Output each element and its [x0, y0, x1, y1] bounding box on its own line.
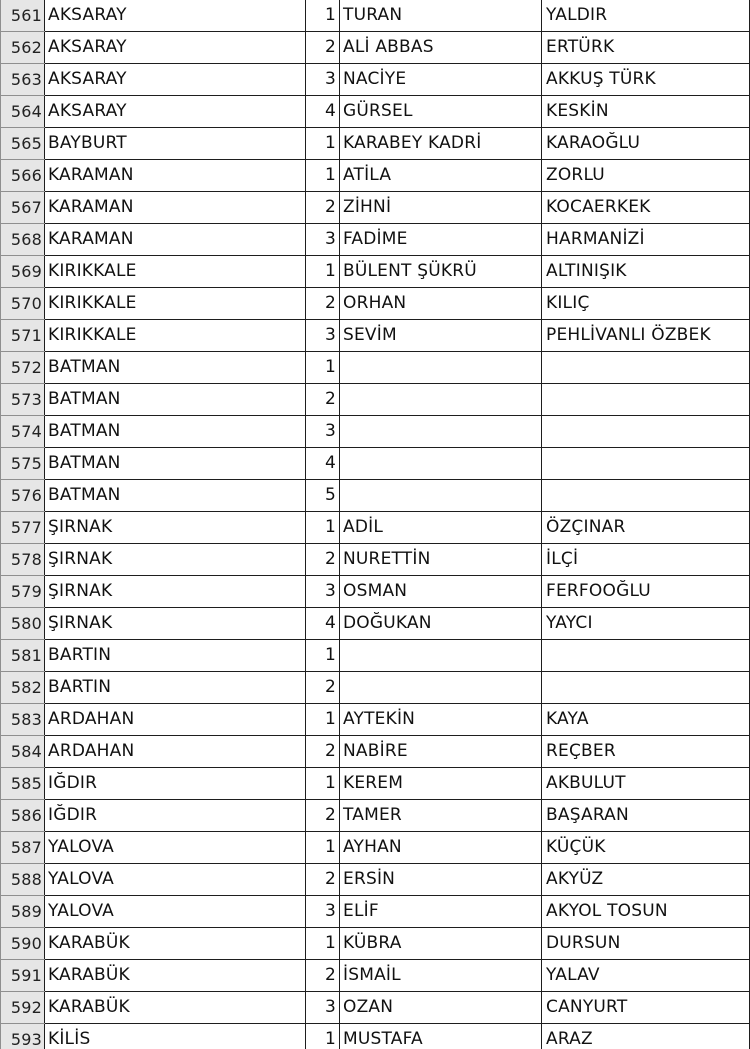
- table-row: [1, 800, 750, 832]
- row-number[interactable]: 574: [1, 416, 45, 448]
- rank-cell[interactable]: 5: [306, 480, 340, 512]
- table-row: [1, 608, 750, 640]
- table-row: [1, 928, 750, 960]
- first-name-cell[interactable]: [340, 480, 542, 512]
- last-name-cell[interactable]: KÜÇÜK: [542, 832, 750, 864]
- first-name-cell[interactable]: KARABEY KADRİ: [340, 128, 542, 160]
- first-name-cell[interactable]: ALİ ABBAS: [340, 32, 542, 64]
- row-number[interactable]: 584: [1, 736, 45, 768]
- table-row: [1, 64, 750, 96]
- table-row: [1, 0, 750, 32]
- province-cell[interactable]: YALOVA: [45, 832, 306, 864]
- row-number[interactable]: 578: [1, 544, 45, 576]
- province-cell[interactable]: ŞIRNAK: [45, 512, 306, 544]
- last-name-cell[interactable]: AKYÜZ: [542, 864, 750, 896]
- province-cell[interactable]: YALOVA: [45, 864, 306, 896]
- last-name-cell[interactable]: ALTINIŞIK: [542, 256, 750, 288]
- table-row: [1, 224, 750, 256]
- row-number[interactable]: 562: [1, 32, 45, 64]
- table-row: [1, 1024, 750, 1049]
- row-number[interactable]: 567: [1, 192, 45, 224]
- rank-cell[interactable]: 2: [306, 288, 340, 320]
- province-cell[interactable]: AKSARAY: [45, 96, 306, 128]
- rank-cell[interactable]: 3: [306, 576, 340, 608]
- province-cell[interactable]: BARTIN: [45, 672, 306, 704]
- row-number[interactable]: 588: [1, 864, 45, 896]
- rank-cell[interactable]: 1: [306, 704, 340, 736]
- rank-cell[interactable]: 2: [306, 864, 340, 896]
- row-number[interactable]: 565: [1, 128, 45, 160]
- table-row: [1, 960, 750, 992]
- last-name-cell[interactable]: İLÇİ: [542, 544, 750, 576]
- province-cell[interactable]: KARAMAN: [45, 160, 306, 192]
- rank-cell[interactable]: 3: [306, 416, 340, 448]
- row-number[interactable]: 561: [1, 0, 45, 32]
- first-name-cell[interactable]: KÜBRA: [340, 928, 542, 960]
- table-row: [1, 640, 750, 672]
- province-cell[interactable]: IĞDIR: [45, 800, 306, 832]
- last-name-cell[interactable]: REÇBER: [542, 736, 750, 768]
- province-cell[interactable]: BATMAN: [45, 480, 306, 512]
- table-row: [1, 352, 750, 384]
- province-cell[interactable]: YALOVA: [45, 896, 306, 928]
- rank-cell[interactable]: 1: [306, 832, 340, 864]
- row-number[interactable]: 569: [1, 256, 45, 288]
- last-name-cell[interactable]: YALAV: [542, 960, 750, 992]
- province-cell[interactable]: ARDAHAN: [45, 736, 306, 768]
- first-name-cell[interactable]: ATİLA: [340, 160, 542, 192]
- province-cell[interactable]: KARABÜK: [45, 992, 306, 1024]
- row-number[interactable]: 573: [1, 384, 45, 416]
- rank-cell[interactable]: 1: [306, 768, 340, 800]
- province-cell[interactable]: BATMAN: [45, 416, 306, 448]
- last-name-cell[interactable]: [542, 416, 750, 448]
- first-name-cell[interactable]: ORHAN: [340, 288, 542, 320]
- last-name-cell[interactable]: [542, 640, 750, 672]
- first-name-cell[interactable]: ERSİN: [340, 864, 542, 896]
- province-cell[interactable]: IĞDIR: [45, 768, 306, 800]
- first-name-cell[interactable]: [340, 672, 542, 704]
- row-number[interactable]: 566: [1, 160, 45, 192]
- rank-cell[interactable]: 4: [306, 608, 340, 640]
- last-name-cell[interactable]: CANYURT: [542, 992, 750, 1024]
- row-number[interactable]: 589: [1, 896, 45, 928]
- last-name-cell[interactable]: YALDIR: [542, 0, 750, 32]
- province-cell[interactable]: BATMAN: [45, 448, 306, 480]
- last-name-cell[interactable]: ARAZ: [542, 1024, 750, 1049]
- first-name-cell[interactable]: FADİME: [340, 224, 542, 256]
- table-row: [1, 832, 750, 864]
- province-cell[interactable]: KARAMAN: [45, 192, 306, 224]
- rank-cell[interactable]: 1: [306, 160, 340, 192]
- province-cell[interactable]: ŞIRNAK: [45, 608, 306, 640]
- province-cell[interactable]: AKSARAY: [45, 32, 306, 64]
- table-row: [1, 544, 750, 576]
- first-name-cell[interactable]: TURAN: [340, 0, 542, 32]
- rank-cell[interactable]: 1: [306, 512, 340, 544]
- rank-cell[interactable]: 2: [306, 544, 340, 576]
- province-cell[interactable]: AKSARAY: [45, 0, 306, 32]
- first-name-cell[interactable]: DOĞUKAN: [340, 608, 542, 640]
- row-number[interactable]: 563: [1, 64, 45, 96]
- province-cell[interactable]: BATMAN: [45, 384, 306, 416]
- first-name-cell[interactable]: İSMAİL: [340, 960, 542, 992]
- row-number[interactable]: 570: [1, 288, 45, 320]
- first-name-cell[interactable]: OZAN: [340, 992, 542, 1024]
- row-number[interactable]: 583: [1, 704, 45, 736]
- last-name-cell[interactable]: KAYA: [542, 704, 750, 736]
- row-number[interactable]: 576: [1, 480, 45, 512]
- last-name-cell[interactable]: ZORLU: [542, 160, 750, 192]
- rank-cell[interactable]: 2: [306, 960, 340, 992]
- table-row: [1, 768, 750, 800]
- first-name-cell[interactable]: GÜRSEL: [340, 96, 542, 128]
- first-name-cell[interactable]: NACİYE: [340, 64, 542, 96]
- table-row: [1, 736, 750, 768]
- table-row: [1, 672, 750, 704]
- rank-cell[interactable]: 2: [306, 736, 340, 768]
- last-name-cell[interactable]: DURSUN: [542, 928, 750, 960]
- province-cell[interactable]: KIRIKKALE: [45, 256, 306, 288]
- rank-cell[interactable]: 2: [306, 32, 340, 64]
- first-name-cell[interactable]: ELİF: [340, 896, 542, 928]
- rank-cell[interactable]: 4: [306, 96, 340, 128]
- first-name-cell[interactable]: ZİHNİ: [340, 192, 542, 224]
- first-name-cell[interactable]: [340, 448, 542, 480]
- last-name-cell[interactable]: ERTÜRK: [542, 32, 750, 64]
- first-name-cell[interactable]: ADİL: [340, 512, 542, 544]
- last-name-cell[interactable]: AKKUŞ TÜRK: [542, 64, 750, 96]
- province-cell[interactable]: BAYBURT: [45, 128, 306, 160]
- rank-cell[interactable]: 4: [306, 448, 340, 480]
- last-name-cell[interactable]: KOCAERKEK: [542, 192, 750, 224]
- province-cell[interactable]: BATMAN: [45, 352, 306, 384]
- rank-cell[interactable]: 2: [306, 192, 340, 224]
- last-name-cell[interactable]: PEHLİVANLI ÖZBEK: [542, 320, 750, 352]
- last-name-cell[interactable]: YAYCI: [542, 608, 750, 640]
- table-row: [1, 576, 750, 608]
- first-name-cell[interactable]: AYTEKİN: [340, 704, 542, 736]
- last-name-cell[interactable]: [542, 384, 750, 416]
- rank-cell[interactable]: 1: [306, 928, 340, 960]
- province-cell[interactable]: KARAMAN: [45, 224, 306, 256]
- last-name-cell[interactable]: FERFOOĞLU: [542, 576, 750, 608]
- row-number[interactable]: 568: [1, 224, 45, 256]
- last-name-cell[interactable]: AKBULUT: [542, 768, 750, 800]
- last-name-cell[interactable]: ÖZÇINAR: [542, 512, 750, 544]
- table-row: [1, 896, 750, 928]
- rank-cell[interactable]: 2: [306, 384, 340, 416]
- province-cell[interactable]: KIRIKKALE: [45, 320, 306, 352]
- first-name-cell[interactable]: MUSTAFA: [340, 1024, 542, 1049]
- table-row: [1, 288, 750, 320]
- last-name-cell[interactable]: KILIÇ: [542, 288, 750, 320]
- province-cell[interactable]: AKSARAY: [45, 64, 306, 96]
- row-number[interactable]: 579: [1, 576, 45, 608]
- rank-cell[interactable]: 1: [306, 640, 340, 672]
- first-name-cell[interactable]: AYHAN: [340, 832, 542, 864]
- row-number[interactable]: 587: [1, 832, 45, 864]
- table-row: [1, 416, 750, 448]
- last-name-cell[interactable]: [542, 672, 750, 704]
- table-row: [1, 160, 750, 192]
- table-row: [1, 992, 750, 1024]
- table-row: [1, 384, 750, 416]
- first-name-cell[interactable]: NABİRE: [340, 736, 542, 768]
- table-row: [1, 192, 750, 224]
- rank-cell[interactable]: 2: [306, 800, 340, 832]
- row-number[interactable]: 581: [1, 640, 45, 672]
- table-row: [1, 704, 750, 736]
- table-row: [1, 128, 750, 160]
- rank-cell[interactable]: 3: [306, 896, 340, 928]
- table-row: [1, 480, 750, 512]
- rank-cell[interactable]: 1: [306, 256, 340, 288]
- first-name-cell[interactable]: TAMER: [340, 800, 542, 832]
- province-cell[interactable]: KARABÜK: [45, 928, 306, 960]
- table-row: [1, 96, 750, 128]
- row-number[interactable]: 592: [1, 992, 45, 1024]
- table-row: [1, 256, 750, 288]
- table-row: [1, 320, 750, 352]
- rank-cell[interactable]: 3: [306, 64, 340, 96]
- first-name-cell[interactable]: [340, 640, 542, 672]
- first-name-cell[interactable]: SEVİM: [340, 320, 542, 352]
- rank-cell[interactable]: 1: [306, 0, 340, 32]
- last-name-cell[interactable]: [542, 480, 750, 512]
- row-number[interactable]: 593: [1, 1024, 45, 1049]
- province-cell[interactable]: KIRIKKALE: [45, 288, 306, 320]
- province-cell[interactable]: ŞIRNAK: [45, 576, 306, 608]
- table-row: [1, 512, 750, 544]
- row-number[interactable]: 590: [1, 928, 45, 960]
- row-number[interactable]: 582: [1, 672, 45, 704]
- first-name-cell[interactable]: [340, 352, 542, 384]
- row-number[interactable]: 585: [1, 768, 45, 800]
- rank-cell[interactable]: 3: [306, 320, 340, 352]
- rank-cell[interactable]: 1: [306, 128, 340, 160]
- province-cell[interactable]: ARDAHAN: [45, 704, 306, 736]
- last-name-cell[interactable]: AKYOL TOSUN: [542, 896, 750, 928]
- province-cell[interactable]: KİLİS: [45, 1024, 306, 1049]
- last-name-cell[interactable]: [542, 352, 750, 384]
- last-name-cell[interactable]: [542, 448, 750, 480]
- first-name-cell[interactable]: KEREM: [340, 768, 542, 800]
- first-name-cell[interactable]: OSMAN: [340, 576, 542, 608]
- table-row: [1, 448, 750, 480]
- table-row: [1, 864, 750, 896]
- row-number[interactable]: 586: [1, 800, 45, 832]
- row-number[interactable]: 572: [1, 352, 45, 384]
- first-name-cell[interactable]: BÜLENT ŞÜKRÜ: [340, 256, 542, 288]
- last-name-cell[interactable]: KESKİN: [542, 96, 750, 128]
- rank-cell[interactable]: 2: [306, 672, 340, 704]
- rank-cell[interactable]: 3: [306, 224, 340, 256]
- last-name-cell[interactable]: BAŞARAN: [542, 800, 750, 832]
- first-name-cell[interactable]: [340, 384, 542, 416]
- rank-cell[interactable]: 3: [306, 992, 340, 1024]
- row-number[interactable]: 577: [1, 512, 45, 544]
- table-row: [1, 32, 750, 64]
- province-cell[interactable]: ŞIRNAK: [45, 544, 306, 576]
- first-name-cell[interactable]: NURETTİN: [340, 544, 542, 576]
- table-body: [1, 0, 750, 1049]
- first-name-cell[interactable]: [340, 416, 542, 448]
- province-cell[interactable]: BARTIN: [45, 640, 306, 672]
- row-number[interactable]: 575: [1, 448, 45, 480]
- rank-cell[interactable]: 1: [306, 352, 340, 384]
- row-number[interactable]: 591: [1, 960, 45, 992]
- province-cell[interactable]: KARABÜK: [45, 960, 306, 992]
- row-number[interactable]: 580: [1, 608, 45, 640]
- row-number[interactable]: 564: [1, 96, 45, 128]
- last-name-cell[interactable]: HARMANİZİ: [542, 224, 750, 256]
- last-name-cell[interactable]: KARAOĞLU: [542, 128, 750, 160]
- rank-cell[interactable]: 1: [306, 1024, 340, 1049]
- row-number[interactable]: 571: [1, 320, 45, 352]
